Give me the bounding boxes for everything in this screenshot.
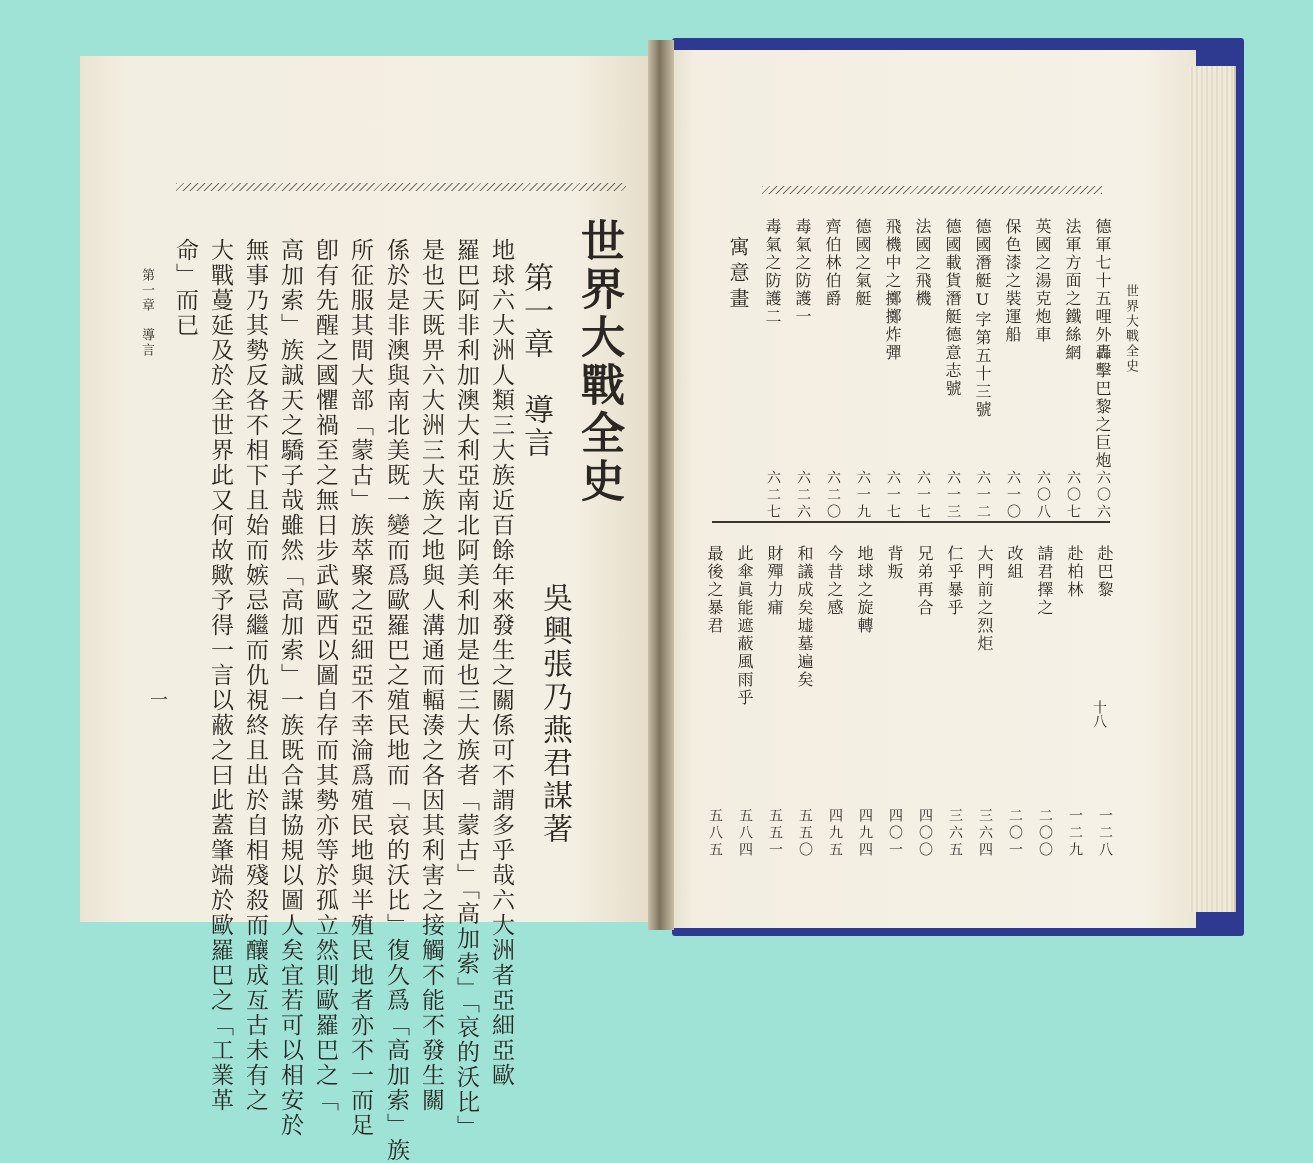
running-footer: 第一章 導言 bbox=[139, 268, 154, 358]
toc-entry-title: 今昔之感 bbox=[825, 545, 844, 617]
toc-entry-title: 法軍方面之鐵絲網 bbox=[1063, 218, 1082, 362]
section-title: 寓意畫 bbox=[726, 236, 750, 314]
body-column: 係於是非澳與南北美既一變而爲歐羅巴之殖民地而「哀的沃比」復久爲「高加索」族 bbox=[383, 238, 409, 1163]
toc-entry-page: 三六四 bbox=[977, 808, 993, 859]
toc-entry-title: 此傘眞能遮蔽風雨乎 bbox=[735, 545, 754, 707]
toc-entry-title: 保色漆之裝運船 bbox=[1003, 218, 1022, 344]
toc-entry-title: 仁乎暴乎 bbox=[945, 545, 964, 617]
toc-entry-title: 赴柏林 bbox=[1065, 545, 1084, 599]
toc-entry-page: 三六五 bbox=[947, 808, 963, 859]
toc-entry-title: 地球之旋轉 bbox=[855, 545, 874, 635]
toc-entry-title: 德國潛艇U字第五十三號 bbox=[973, 218, 992, 419]
toc-entry-page: 四九四 bbox=[857, 808, 873, 859]
body-column: 羅巴阿非利加澳大利亞南北阿美利加是也三大族者「蒙古」「高加索」「哀的沃比」 bbox=[453, 238, 479, 1140]
toc-entry-title: 請君擇之 bbox=[1035, 545, 1054, 617]
toc-entry-page: 二〇〇 bbox=[1037, 808, 1053, 859]
page-number: 十八 bbox=[1091, 700, 1107, 728]
toc-entry-title: 德軍七十五哩外轟擊巴黎之巨炮 bbox=[1093, 218, 1112, 470]
toc-entry-page: 四九五 bbox=[827, 808, 843, 859]
body-column: 是也天既畀六大洲三大族之地與人溝通而輻湊之各因其利害之接觸不能不發生關 bbox=[418, 238, 444, 1113]
toc-entry-title: 毒氣之防護一 bbox=[793, 218, 812, 326]
book-gutter bbox=[648, 40, 674, 930]
toc-entry-page: 六二六 bbox=[795, 470, 811, 521]
page-edges bbox=[1188, 66, 1236, 912]
toc-entry-page: 六一九 bbox=[855, 470, 871, 521]
body-column: 高加索」族誠天之驕子哉雖然「高加索」一族既合謀協規以圖人矣宜若可以相安於 bbox=[277, 238, 303, 1138]
toc-entry-title: 大門前之烈炬 bbox=[975, 545, 994, 653]
section-divider bbox=[712, 521, 1110, 523]
toc-entry-page: 五八五 bbox=[707, 808, 723, 859]
body-column: 卽有先醒之國懼禍至之無日步武歐西以圖自存而其勢亦等於孤立然則歐羅巴之「 bbox=[312, 238, 338, 1113]
toc-entry-title: 德國載貨潛艇德意志號 bbox=[943, 218, 962, 398]
toc-entry-page: 六一二 bbox=[975, 470, 991, 521]
page-number: 一 bbox=[147, 690, 168, 708]
top-ornament-rule bbox=[176, 183, 626, 191]
toc-entry-title: 德國之氣艇 bbox=[853, 218, 872, 308]
toc-entry-page: 四〇一 bbox=[887, 808, 903, 859]
toc-entry-page: 六二七 bbox=[765, 470, 781, 521]
toc-entry-page: 六〇八 bbox=[1035, 470, 1051, 521]
toc-entry-page: 六一七 bbox=[915, 470, 931, 521]
toc-entry-title: 毒氣之防護二 bbox=[763, 218, 782, 326]
body-column: 命」而已 bbox=[172, 238, 198, 338]
chapter-heading: 第一章 導言 bbox=[518, 262, 553, 460]
body-column: 所征服其間大部「蒙古」族萃聚之亞細亞不幸淪爲殖民地與半殖民地者亦不一而足 bbox=[347, 238, 373, 1138]
toc-entry-title: 齊伯林伯爵 bbox=[823, 218, 842, 308]
toc-entry-page: 六〇七 bbox=[1065, 470, 1081, 521]
toc-entry-page: 五五〇 bbox=[797, 808, 813, 859]
toc-entry-page: 六一〇 bbox=[1005, 470, 1021, 521]
toc-entry-title: 最後之暴君 bbox=[705, 545, 724, 635]
toc-entry-title: 改組 bbox=[1005, 545, 1024, 581]
toc-entry-page: 六一七 bbox=[885, 470, 901, 521]
toc-entry-title: 背叛 bbox=[885, 545, 904, 581]
body-column: 地球六大洲人類三大族近百餘年來發生之關係可不謂多乎哉六大洲者亞細亞歐 bbox=[488, 238, 514, 1088]
toc-entry-page: 一二九 bbox=[1067, 808, 1083, 859]
toc-entry-title: 和議成矣墟墓遍矣 bbox=[795, 545, 814, 689]
toc-entry-page: 一二八 bbox=[1097, 808, 1113, 859]
body-column: 無事乃其勢反各不相下且始而嫉忌繼而仇視終且出於自相殘殺而釀成亙古未有之 bbox=[242, 238, 268, 1113]
toc-entry-title: 兄弟再合 bbox=[915, 545, 934, 617]
toc-entry-title: 赴巴黎 bbox=[1095, 545, 1114, 599]
toc-entry-page: 六一三 bbox=[945, 470, 961, 521]
top-ornament-rule bbox=[762, 186, 1102, 194]
toc-entry-page: 六〇六 bbox=[1095, 470, 1111, 521]
toc-entry-page: 六二〇 bbox=[825, 470, 841, 521]
toc-entry-title: 法國之飛機 bbox=[913, 218, 932, 308]
toc-entry-page: 五五一 bbox=[767, 808, 783, 859]
toc-entry-title: 英國之湯克炮車 bbox=[1033, 218, 1052, 344]
toc-entry-title: 飛機中之擲擲炸彈 bbox=[883, 218, 902, 362]
toc-entry-page: 二〇一 bbox=[1007, 808, 1023, 859]
body-column: 大戰蔓延及於全世界此又何故歟予得一言以蔽之曰此蓋肇端於歐羅巴之「工業革 bbox=[207, 238, 233, 1113]
toc-entry-page: 五八四 bbox=[737, 808, 753, 859]
toc-entry-page: 四〇〇 bbox=[917, 808, 933, 859]
running-header: 世界大戰全史 bbox=[1123, 284, 1138, 374]
book-title: 世界大戰全史 bbox=[573, 218, 624, 506]
toc-entry-title: 財殫力痡 bbox=[765, 545, 784, 617]
author-line: 吳興張乃燕君謀著 bbox=[537, 582, 572, 846]
